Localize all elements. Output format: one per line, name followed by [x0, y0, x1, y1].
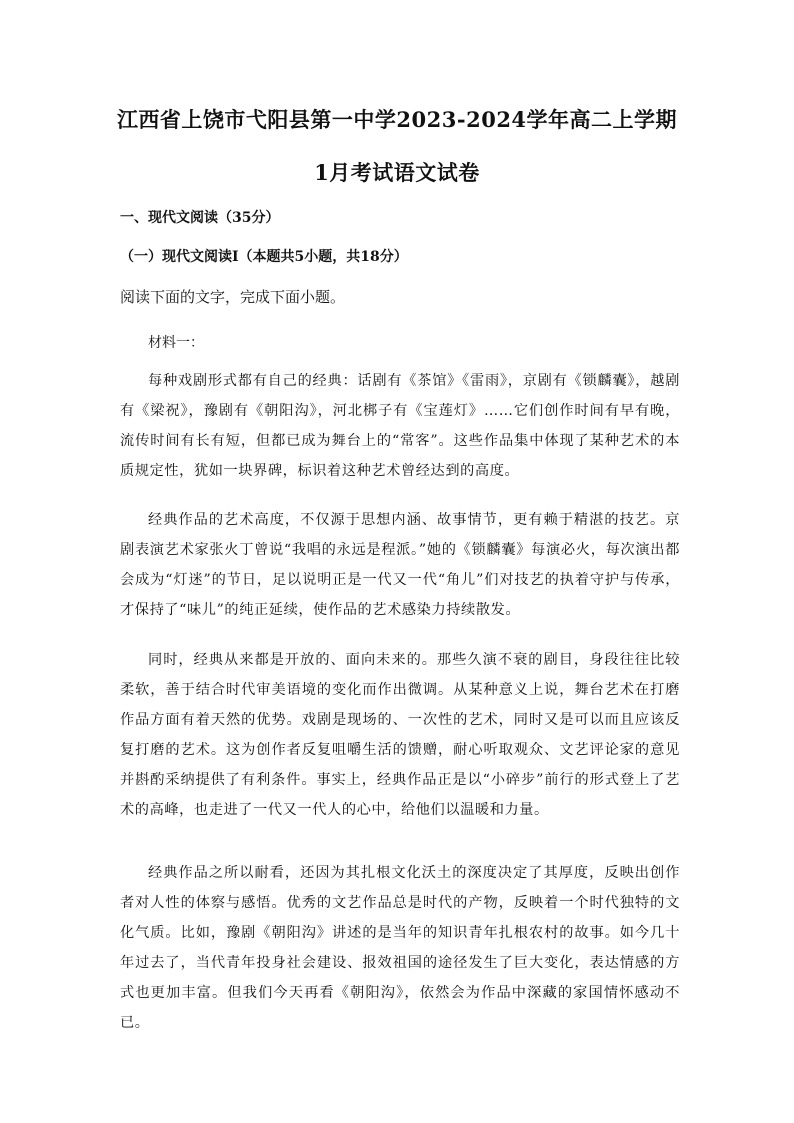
passage-paragraph-2: 经典作品的艺术高度，不仅源于思想内涵、故事情节，更有赖于精湛的技艺。京剧表演艺术家张火丁曾说“我唱的永远是程派。”她的《锁麟囊》每演必火，每次演出都会成为“灯迷”的节日，足以说明正是一代又一代“角儿”们对技艺的执着守护与传承，才保持了“味儿”的纯正延续，使作品的艺术感染力持续散发。 [120, 512, 680, 618]
reading-instruction: 阅读下面的文字，完成下面小题。 [120, 288, 346, 306]
passage-paragraph-3: 同时，经典从来都是开放的、面向未来的。那些久演不衰的剧目，身段往往比较柔软，善于结合时代审美语境的变化而作出微调。从某种意义上说，舞台艺术在打磨作品方面有着天然的优势。戏剧是现场的、一次性的艺术，同时又是可以而且应该反复打磨的艺术。这为创作者反复咀嚼生活的馈赠，耐心听取观众、文艺评论家的意见并斟酌采纳提供了有利条件。事实上，经典作品正是以“小碎步”前行的形式登上了艺术的高峰，也走进了一代又一代人的心中，给他们以温暖和力量。 [120, 652, 680, 818]
subsection-heading: （一）现代文阅读Ⅰ（本题共5小题，共18分） [120, 249, 408, 265]
exam-title-line1: 江西省上饶市弋阳县第一中学2023-2024学年高二上学期 [116, 107, 678, 132]
passage-paragraph-1: 每种戏剧形式都有自己的经典：话剧有《茶馆》《雷雨》，京剧有《锁麟囊》，越剧有《梁祝》，豫剧有《朝阳沟》，河北梆子有《宝莲灯》……它们创作时间有早有晚，流传时间有长有短，但都已成为舞台上的“常客”。这些作品集中体现了某种艺术的本质规定性，犹如一块界碑，标识着这种艺术曾经达到的高度。 [120, 373, 680, 479]
passage-paragraph-4: 经典作品之所以耐看，还因为其扎根文化沃土的深度决定了其厚度，反映出创作者对人性的体察与感悟。优秀的文艺作品总是时代的产物，反映着一个时代独特的文化气质。比如，豫剧《朝阳沟》讲述的是当年的知识青年扎根农村的故事。如今几十年过去了，当代青年投身社会建设、报效祖国的途径发生了巨大变化，表达情感的方式也更加丰富。但我们今天再看《朝阳沟》，依然会为作品中深藏的家国情怀感动不已。 [120, 865, 680, 1031]
material-label: 材料一： [148, 335, 204, 351]
exam-title-line2: 1月考试语文试卷 [314, 160, 480, 185]
section-heading: 一、现代文阅读（35分） [120, 210, 280, 226]
